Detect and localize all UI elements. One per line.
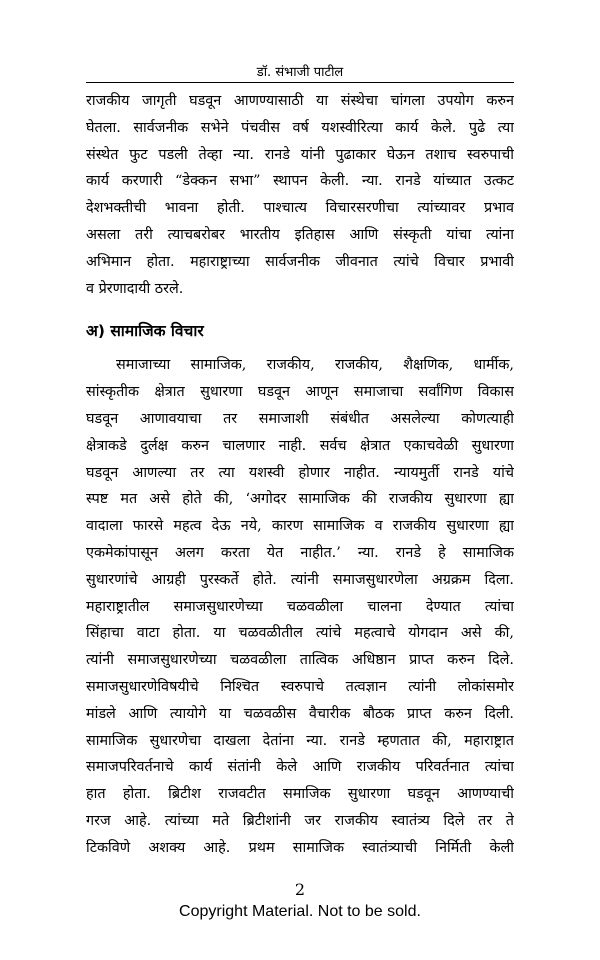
text-line: सिंहाचा वाटा होता. या चळवळीतील त्यांचे महत्वाचे योगदान असे की, bbox=[86, 625, 514, 642]
text-line: असला तरी त्याचबरोबर भारतीय इतिहास आणि संस्कृती यांचा त्यांना bbox=[86, 226, 514, 243]
page-body bbox=[86, 88, 514, 862]
text-line: घडवून आणल्या तर त्या यशस्वी होणार नाहीत. न्यायमुर्ती रानडे यांचे bbox=[86, 464, 514, 481]
text-line: हात होता. ब्रिटीश राजवटीत समाजिक सुधारणा घडवून आणण्याची bbox=[86, 786, 514, 803]
text-line: वादाला फारसे महत्व देऊ नये, कारण सामाजिक व राजकीय सुधारणा ह्या bbox=[86, 518, 514, 535]
text-line: टिकविणे अशक्य आहे. प्रथम सामाजिक स्वातंत्र्याची निर्मिती केली bbox=[86, 839, 514, 856]
text-line: व प्रेरणादायी ठरले. bbox=[86, 280, 184, 297]
text-line: त्यांनी समाजसुधारणेच्या चळवळीला तात्विक अधिष्ठान प्राप्त करुन दिले. bbox=[86, 652, 514, 669]
text-line: क्षेत्राकडे दुर्लक्ष करुन चालणार नाही. सर्वच क्षेत्रात एकाचवेळी सुधारणा bbox=[86, 437, 514, 454]
text-line: घेतला. सार्वजनीक सभेने पंचवीस वर्ष यशस्वीरित्या कार्य केले. पुढे त्या bbox=[86, 119, 514, 136]
text-line: समाजसुधारणेविषयीचे निश्चित स्वरुपाचे तत्वज्ञान त्यांनी लोकांसमोर bbox=[86, 678, 514, 695]
copyright-notice: Copyright Material. Not to be sold. bbox=[179, 903, 421, 920]
text-line: सामाजिक सुधारणेचा दाखला देतांना न्या. रानडे म्हणतात की, महाराष्ट्रात bbox=[86, 732, 514, 749]
text-line: अभिमान होता. महाराष्ट्राच्या सार्वजनीक जीवनात त्यांचे विचार प्रभावी bbox=[86, 253, 514, 270]
paragraph-1 bbox=[86, 88, 514, 302]
paragraph-2 bbox=[86, 352, 514, 861]
text-line: समाजपरिवर्तनाचे कार्य संतांनी केले आणि राजकीय परिवर्तनात त्यांचा bbox=[86, 759, 514, 776]
text-line: स्पष्ट मत असे होते की, ‘अगोदर सामाजिक की राजकीय सुधारणा ह्या bbox=[86, 491, 514, 508]
text-line: कार्य करणारी “डेक्कन सभा” स्थापन केली. न्या. रानडे यांच्यात उत्कट bbox=[86, 173, 514, 190]
text-line: घडवून आणावयाचा तर समाजाशी संबंधीत असलेल्या कोणत्याही bbox=[86, 410, 514, 427]
text-line: एकमेकांपासून अलग करता येत नाहीत.’ न्या. रानडे हे सामाजिक bbox=[86, 544, 514, 561]
text-line: सांस्कृतीक क्षेत्रात सुधारणा घडवून आणून समाजाचा सर्वांगिण विकास bbox=[86, 384, 514, 401]
text-line: संस्थेत फुट पडली तेव्हा न्या. रानडे यांनी पुढाकार घेऊन तशाच स्वरुपाची bbox=[86, 146, 514, 163]
text-line: गरज आहे. त्यांच्या मते ब्रिटीशांनी जर राजकीय स्वातंत्र्य दिले तर ते bbox=[86, 812, 514, 829]
running-head: डॉ. संभाजी पाटील bbox=[256, 65, 344, 80]
text-line: महाराष्ट्रातील समाजसुधारणेच्या चळवळीला चालना देण्यात त्यांचा bbox=[86, 598, 514, 615]
section-heading: अ) सामाजिक विचार bbox=[86, 322, 204, 341]
header-rule bbox=[86, 82, 514, 83]
text-line: राजकीय जागृती घडवून आणण्यासाठी या संस्थेचा चांगला उपयोग करुन bbox=[86, 93, 514, 109]
text-line: देशभक्तीची भावना होती. पाश्चात्य विचारसरणीचा त्यांच्यावर प्रभाव bbox=[86, 200, 514, 217]
text-line: समाजाच्या सामाजिक, राजकीय, राजकीय, शैक्षणिक, धार्मीक, bbox=[116, 357, 514, 374]
text-line: सुधारणांचे आग्रही पुरस्कर्ते होते. त्यांनी समाजसुधारणेला अग्रक्रम दिला. bbox=[86, 571, 514, 588]
text-line: मांडले आणि त्यायोगे या चळवळीस वैचारीक बौठक प्राप्त करुन दिली. bbox=[86, 705, 514, 722]
page-number: 2 bbox=[294, 880, 306, 899]
